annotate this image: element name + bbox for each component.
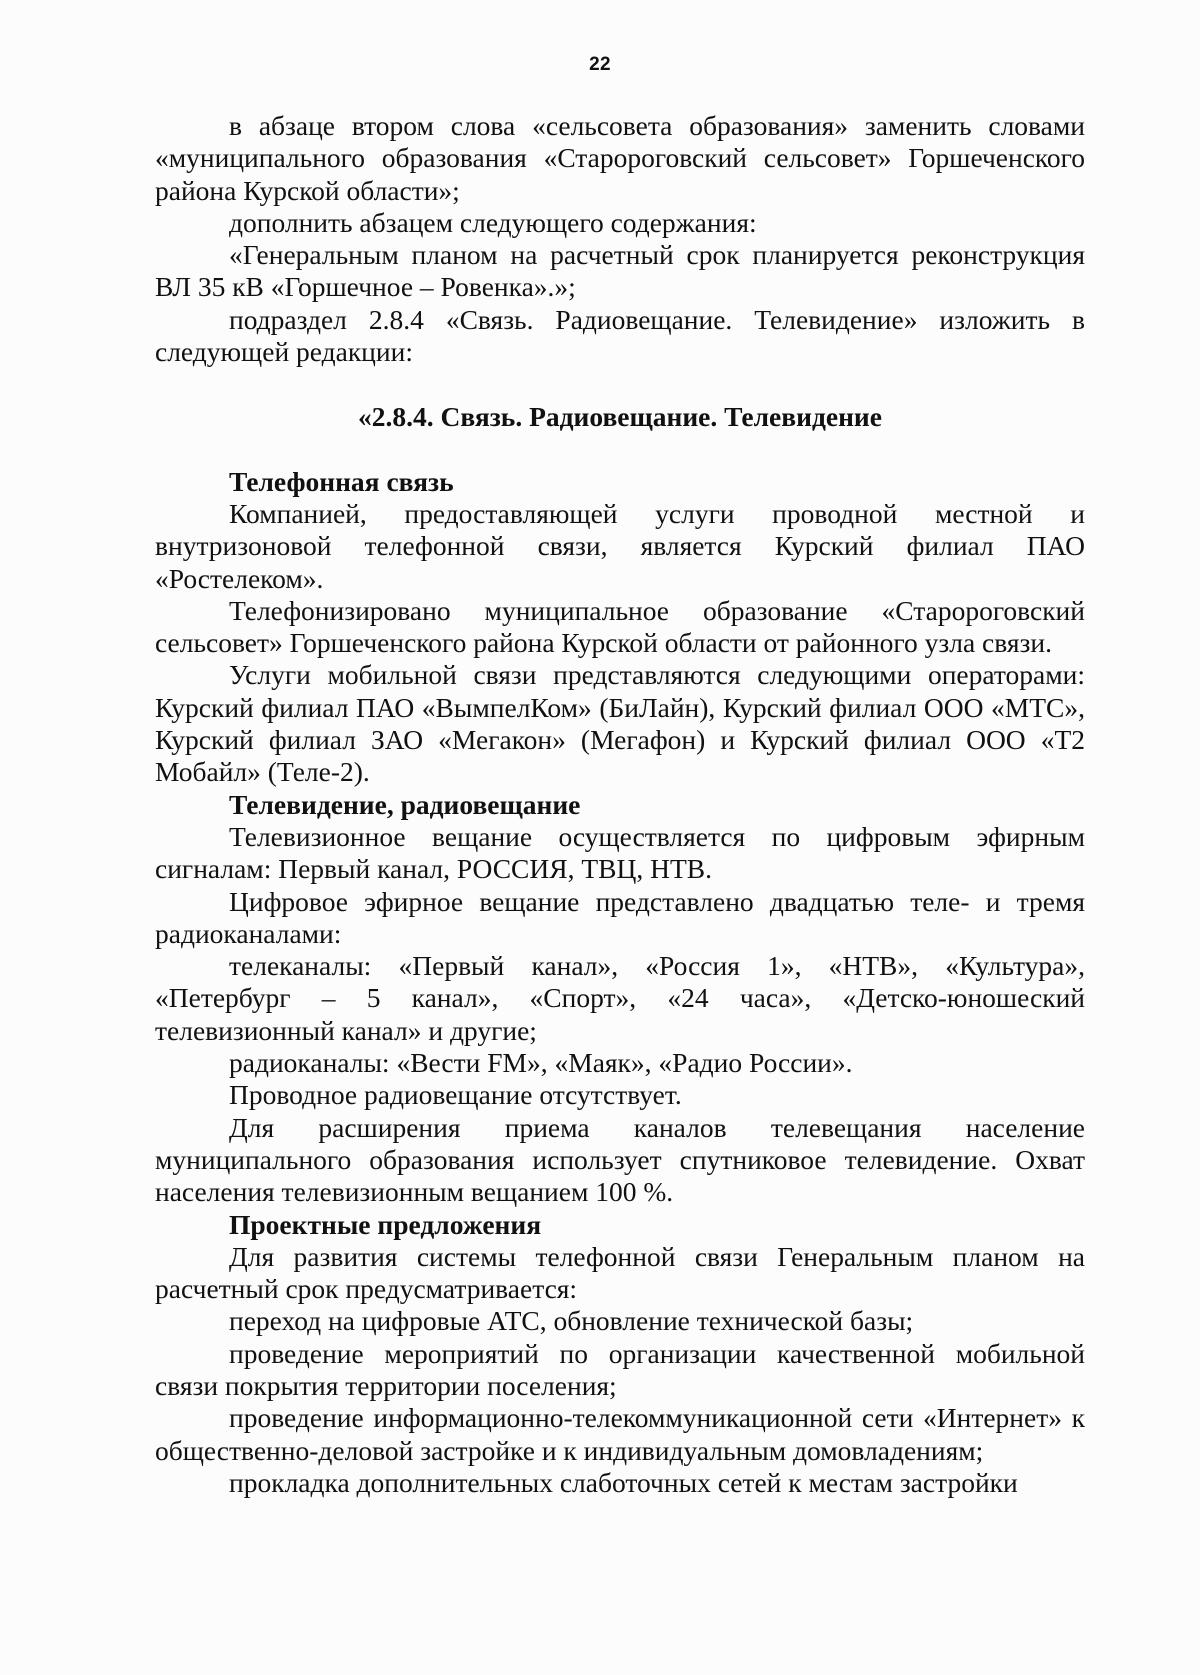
page-number: 22 bbox=[589, 54, 611, 75]
paragraph-proposal-mobile: проведение мероприятий по организации качественной мобильной связи покрытия территории поселения; bbox=[155, 1337, 1085, 1401]
paragraph-tv-channels: телеканалы: «Первый канал», «Россия 1», «НТВ», «Культура», «Петербург – 5 канал», «Спорт», «24 часа», «Детско-юношеский телевизионный канал» и другие; bbox=[155, 950, 1085, 1046]
heading-telephone: Телефонная связь bbox=[229, 465, 454, 497]
paragraph-amendment-2: дополнить абзацем следующего содержания: bbox=[229, 206, 757, 238]
paragraph-tv-broadcast: Телевизионное вещание осуществляется по цифровым эфирным сигналам: Первый канал, РОССИЯ, ТВЦ, НТВ. bbox=[155, 820, 1085, 885]
paragraph-amendment-1: в абзаце втором слова «сельсовета образования» заменить словами «муниципального образования «Старороговский сельсовет» Горшеченского района Курской области»; bbox=[155, 110, 1085, 206]
paragraph-telephonization: Телефонизировано муниципальное образование «Старороговский сельсовет» Горшеченского района Курской области от районного узла связи. bbox=[155, 594, 1085, 659]
document-body bbox=[155, 110, 1085, 1499]
paragraph-proposal-digital-ats: переход на цифровые АТС, обновление технической базы; bbox=[229, 1305, 914, 1337]
paragraph-subsection-instruction: подраздел 2.8.4 «Связь. Радиовещание. Телевидение» изложить в следующей редакции: bbox=[155, 303, 1085, 368]
paragraph-proposal-internet: проведение информационно-телекоммуникационной сети «Интернет» к общественно-деловой застройке и к индивидуальным домовладениям; bbox=[155, 1402, 1085, 1466]
paragraph-mobile-operators: Услуги мобильной связи представляются следующими операторами: Курский филиал ПАО «ВымпелКом» (БиЛайн), Курский филиал ООО «МТС», Курский филиал ЗАО «Мегакон» (Мегафон) и Курский филиал ООО «Т2 Мобайл» (Теле-2). bbox=[155, 659, 1085, 788]
paragraph-radio-channels: радиоканалы: «Вести FM», «Маяк», «Радио России». bbox=[229, 1047, 853, 1079]
heading-tv-radio: Телевидение, радиовещание bbox=[229, 788, 581, 820]
paragraph-proposal-lowcurrent: прокладка дополнительных слаботочных сетей к местам застройки bbox=[229, 1466, 1018, 1498]
paragraph-telephone-provider: Компанией, предоставляющей услуги проводной местной и внутризоновой телефонной связи, является Курский филиал ПАО «Ростелеком». bbox=[155, 497, 1085, 594]
paragraph-digital-broadcast: Цифровое эфирное вещание представлено двадцатью теле- и тремя радиоканалами: bbox=[155, 885, 1085, 949]
paragraph-proposals-intro: Для развития системы телефонной связи Генеральным планом на расчетный срок предусматривается: bbox=[155, 1240, 1085, 1305]
paragraph-wired-radio: Проводное радиовещание отсутствует. bbox=[229, 1079, 682, 1111]
section-title: «2.8.4. Связь. Радиовещание. Телевидение bbox=[358, 401, 882, 433]
paragraph-quote-reconstruction: «Генеральным планом на расчетный срок планируется реконструкция ВЛ 35 кВ «Горшечное – Ровенка».»; bbox=[155, 239, 1085, 303]
heading-proposals: Проектные предложения bbox=[229, 1208, 542, 1240]
paragraph-satellite-tv: Для расширения приема каналов телевещания население муниципального образования использует спутниковое телевидение. Охват населения телевизионным вещанием 100 %. bbox=[155, 1111, 1085, 1208]
